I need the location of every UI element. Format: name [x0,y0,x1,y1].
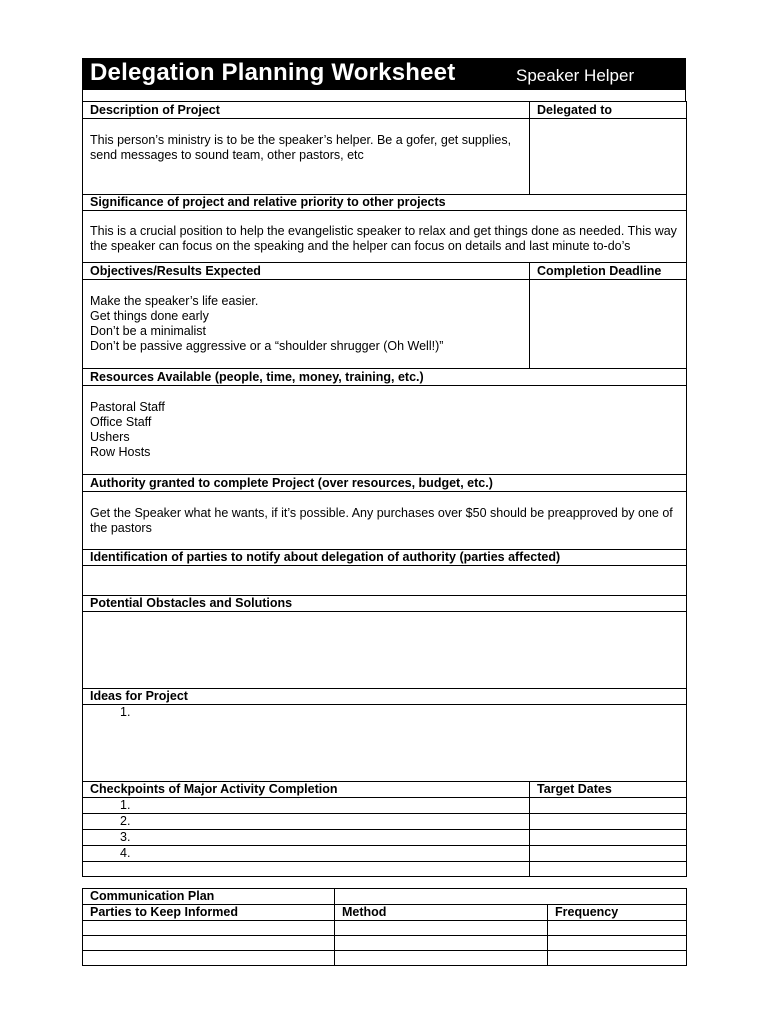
authority-text: Get the Speaker what he wants, if it’s possible. Any purchases over $50 should be preapproved by one of the pastors [83,492,687,550]
significance-label: Significance of project and relative priority to other projects [83,195,687,211]
resource-item: Ushers [90,430,130,444]
objective-item: Don’t be a minimalist [90,324,207,338]
frequency-label: Frequency [548,905,687,921]
target-date-cell [530,798,687,814]
comm-frequency-cell [548,921,687,936]
resources-list [83,386,687,475]
checkpoint-item [83,862,530,877]
checkpoint-item [83,830,530,846]
comm-party-cell [83,951,335,966]
checkpoint-item [83,814,530,830]
parties-to-inform-label: Parties to Keep Informed [83,905,335,921]
target-date-cell [530,862,687,877]
authority-label: Authority granted to complete Project (over resources, budget, etc.) [83,475,687,492]
description-label: Description of Project [83,102,530,119]
communication-plan-table [82,888,687,966]
objective-item: Get things done early [90,309,209,323]
delegated-to-label: Delegated to [530,102,687,119]
target-date-cell [530,814,687,830]
parties-text [83,566,687,596]
communication-plan-label: Communication Plan [83,889,335,905]
checkpoint-number: 1. [120,798,131,812]
obstacles-text [83,612,687,689]
planning-table [82,101,687,877]
objectives-list [83,280,530,369]
checkpoint-number: 3. [120,830,131,844]
comm-frequency-cell [548,951,687,966]
checkpoint-number: 2. [120,814,131,828]
comm-frequency-cell [548,936,687,951]
worksheet-title-bar [82,58,686,90]
comm-party-cell [83,936,335,951]
completion-deadline-value [530,280,687,369]
ideas-label: Ideas for Project [83,689,687,705]
checkpoint-item [83,798,530,814]
target-date-cell [530,830,687,846]
parties-label: Identification of parties to notify about delegation of authority (parties affected) [83,550,687,566]
method-label: Method [335,905,548,921]
idea-item: 1. [120,705,131,719]
obstacles-label: Potential Obstacles and Solutions [83,596,687,612]
completion-deadline-label: Completion Deadline [530,263,687,280]
checkpoint-item [83,846,530,862]
comm-method-cell [335,951,548,966]
checkpoint-number: 4. [120,846,131,860]
comm-method-cell [335,921,548,936]
comm-method-cell [335,936,548,951]
objectives-label: Objectives/Results Expected [83,263,530,280]
objective-item: Make the speaker’s life easier. [90,294,259,308]
comm-party-cell [83,921,335,936]
resource-item: Row Hosts [90,445,151,459]
delegated-to-value [530,119,687,195]
resources-label: Resources Available (people, time, money, training, etc.) [83,369,687,386]
ideas-list [83,705,687,782]
worksheet-title: Delegation Planning Worksheet [90,59,456,86]
target-dates-label: Target Dates [530,782,687,798]
target-date-cell [530,846,687,862]
worksheet-subtitle: Speaker Helper [516,66,635,85]
objective-item: Don’t be passive aggressive or a “shoulder shrugger (Oh Well!)” [90,339,444,353]
resource-item: Pastoral Staff [90,400,165,414]
communication-plan-blank [335,889,687,905]
description-text: This person’s ministry is to be the speaker’s helper. Be a gofer, get supplies, send messages to sound team, other pastors, etc [83,119,530,195]
significance-text: This is a crucial position to help the evangelistic speaker to relax and get things done as needed. This way the speaker can focus on the speaking and the helper can focus on details and last minute to-do’s [83,211,687,263]
resource-item: Office Staff [90,415,152,429]
checkpoints-label: Checkpoints of Major Activity Completion [83,782,530,798]
